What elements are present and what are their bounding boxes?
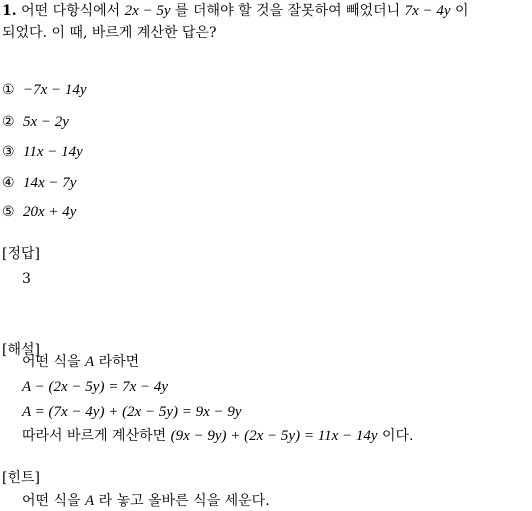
choice-3[interactable] xyxy=(2,143,83,161)
solution-text: 라하면 xyxy=(98,354,140,370)
hint-label: [힌트] xyxy=(2,470,40,486)
choice-marker: ⑤ xyxy=(2,204,15,220)
solution-line-1 xyxy=(22,353,139,371)
choice-1[interactable] xyxy=(2,81,87,99)
question-result-expression: 7x − 4y xyxy=(404,3,451,19)
solution-variable: A xyxy=(85,354,95,370)
answer-label: [정답] xyxy=(2,246,40,262)
solution-line-2: A − (2x − 5y) = 7x − 4y xyxy=(22,379,169,395)
solution-final-expression: (9x − 9y) + (2x − 5y) = 11x − 14y xyxy=(170,428,378,444)
hint-text-part: 어떤 식을 xyxy=(22,493,81,509)
choice-2[interactable] xyxy=(2,113,69,131)
choice-value: −7x − 14y xyxy=(23,82,87,98)
question-line-1 xyxy=(2,2,469,20)
question-number: 1. xyxy=(2,3,17,19)
choice-5[interactable] xyxy=(2,203,76,221)
question-text-part-2: 를 더해야 할 것을 잘못하여 빼었더니 xyxy=(175,3,401,19)
question-line-2: 되었다. 이 때, 바르게 계산한 답은? xyxy=(2,25,217,41)
choice-marker: ① xyxy=(2,82,15,98)
choice-value: 5x − 2y xyxy=(23,114,69,130)
choice-value: 11x − 14y xyxy=(23,144,83,160)
answer-value: 3 xyxy=(22,271,31,287)
solution-text: 따라서 바르게 계산하면 xyxy=(22,428,167,444)
question-text-part-3: 이 xyxy=(455,3,469,19)
question-text-part-1: 어떤 다항식에서 xyxy=(21,3,121,19)
choice-value: 20x + 4y xyxy=(23,204,77,220)
solution-text: 이다. xyxy=(381,428,414,444)
hint-variable: A xyxy=(85,493,95,509)
hint-text xyxy=(22,492,270,510)
choice-marker: ④ xyxy=(2,175,15,191)
choice-value: 14x − 7y xyxy=(23,175,77,191)
choice-marker: ③ xyxy=(2,144,15,160)
solution-line-3: A = (7x − 4y) + (2x − 5y) = 9x − 9y xyxy=(22,404,242,420)
solution-line-4 xyxy=(22,427,413,445)
choice-4[interactable] xyxy=(2,174,76,192)
choice-marker: ② xyxy=(2,114,15,130)
solution-text: 어떤 식을 xyxy=(22,354,81,370)
hint-text-part: 라 놓고 올바른 식을 세운다. xyxy=(98,493,270,509)
solution-label: [해설] xyxy=(2,342,40,358)
question-added-expression: 2x − 5y xyxy=(124,3,171,19)
